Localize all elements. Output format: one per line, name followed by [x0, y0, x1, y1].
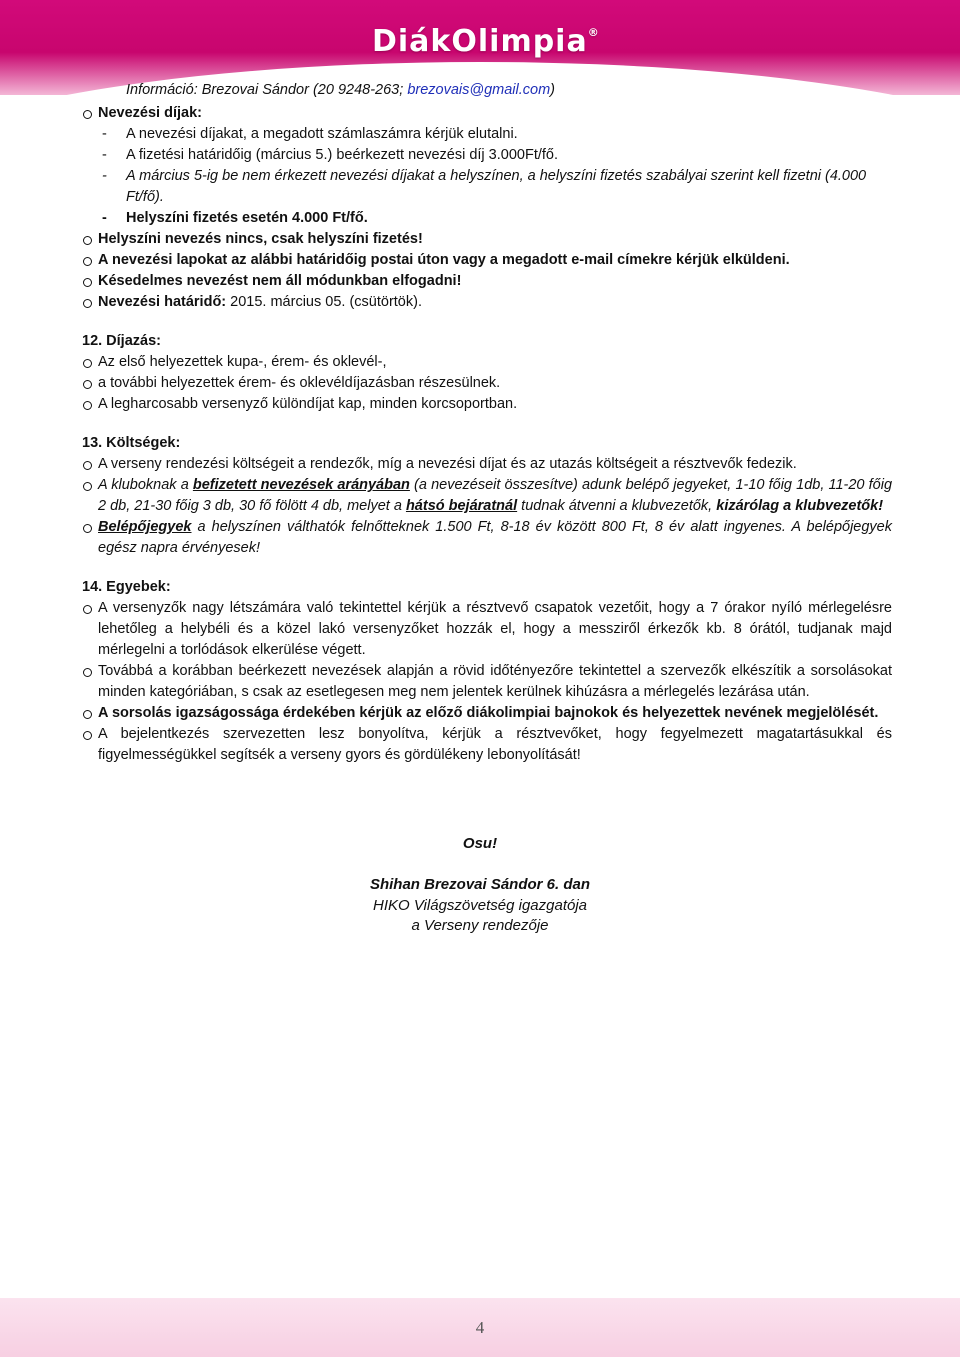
document-body — [82, 80, 892, 766]
fees-title: Nevezési díjak: — [82, 103, 892, 124]
fees-dash-3: - A március 5-ig be nem érkezett nevezési díjakat a helyszínen, a helyszíni fizetés szabályai szerint kell fizetni (4.000 Ft/fő). — [102, 168, 867, 205]
fees-bullet-deadline: Nevezési határidő: 2015. március 05. (csütörtök). — [82, 292, 892, 313]
page-number: 4 — [475, 1318, 485, 1337]
awards-title: 12. Díjazás: — [82, 333, 161, 349]
awards-item: a további helyezettek érem- és oklevéldíjazásban részesülnek. — [82, 373, 892, 394]
fees-dash-2: - A fizetési határidőig (március 5.) beérkezett nevezési díj 3.000Ft/fő. — [102, 147, 558, 163]
diakolimpia-logo — [372, 24, 600, 59]
logo-text: DiákOlimpia — [372, 24, 588, 59]
other-title: 14. Egyebek: — [82, 579, 171, 595]
other-item: A bejelentkezés szervezetten lesz bonyolítva, kérjük a résztvevőket, hogy fegyelmezett magatartásukkal és figyelmességükkel segítsék a verseny gyors és gördülékeny lebonyolítását! — [82, 724, 892, 766]
fees-bullet-send: A nevezési lapokat az alábbi határidőig postai úton vagy a megadott e-mail címekre kérjük elküldeni. — [82, 250, 892, 271]
costs-item-tickets: A kluboknak a befizetett nevezések arányában (a nevezéseit összesítve) adunk belépő jegyeket, 1-10 főig 1db, 11-20 főig 2 db, 21-30 főig 3 db, 30 fő fölött 4 db, melyet a hátsó bejáratnál tudnak átvenni a klubvezetők, kizárólag a klubvezetők! — [82, 475, 892, 517]
other-item-draw: A sorsolás igazságossága érdekében kérjük az előző diákolimpiai bajnokok és helyezettek nevének megjelölését. — [82, 703, 892, 724]
registered-mark: ® — [587, 26, 600, 39]
costs-item: A verseny rendezési költségeit a rendezők, míg a nevezési díjat és az utazás költségeit a résztvevők fedezik. — [82, 454, 892, 475]
fees-dash-1: - A nevezési díjakat, a megadott számlaszámra kérjük elutalni. — [102, 126, 518, 142]
signature-name: Shihan Brezovai Sándor 6. dan — [369, 876, 591, 893]
signature-role-1: HIKO Világszövetség igazgatója — [372, 897, 587, 914]
fees-dash-4: - Helyszíni fizetés esetén 4.000 Ft/fő. — [102, 210, 368, 226]
fees-bullet-late: Késedelmes nevezést nem áll módunkban elfogadni! — [82, 271, 892, 292]
other-item: Továbbá a korábban beérkezett nevezések alapján a rövid időtényezőre tekintettel a szervezők elkészítik a sorsolásokat minden kategóriában, s csak az esetlegesen meg nem jelentek kerülnek kihúzásra a mérlegelés lezárása után. — [82, 661, 892, 703]
info-line: Információ: Brezovai Sándor (20 9248-263; brezovais@gmail.com) — [126, 82, 556, 98]
awards-item: Az első helyezettek kupa-, érem- és oklevél-, — [82, 352, 892, 373]
email-link[interactable]: brezovais@gmail.com — [407, 82, 551, 98]
awards-item: A legharcosabb versenyző különdíjat kap, minden korcsoportban. — [82, 394, 892, 415]
signature-role-2: a Verseny rendezője — [411, 917, 549, 934]
costs-title: 13. Költségek: — [82, 435, 181, 451]
fees-bullet-onsite: Helyszíni nevezés nincs, csak helyszíni fizetés! — [82, 229, 892, 250]
costs-item-entry: Belépőjegyek a helyszínen válthatók felnőtteknek 1.500 Ft, 8-18 év között 800 Ft, 8 év alatt ingyenes. A belépőjegyek egész napra érvényesek! — [82, 517, 892, 559]
closing-osu: Osu! — [462, 835, 498, 852]
other-item: A versenyzők nagy létszámára való tekintettel kérjük a résztvevő csapatok vezetőit, hogy a 7 órakor nyíló mérlegelésre lehetőleg a helybéli és a közel lakó versenyzőket hozzák el, hogy a messziről érkezők kb. 8 órától, tudjanak majd mérlegelni a torlódások elkerülése végett. — [82, 598, 892, 661]
